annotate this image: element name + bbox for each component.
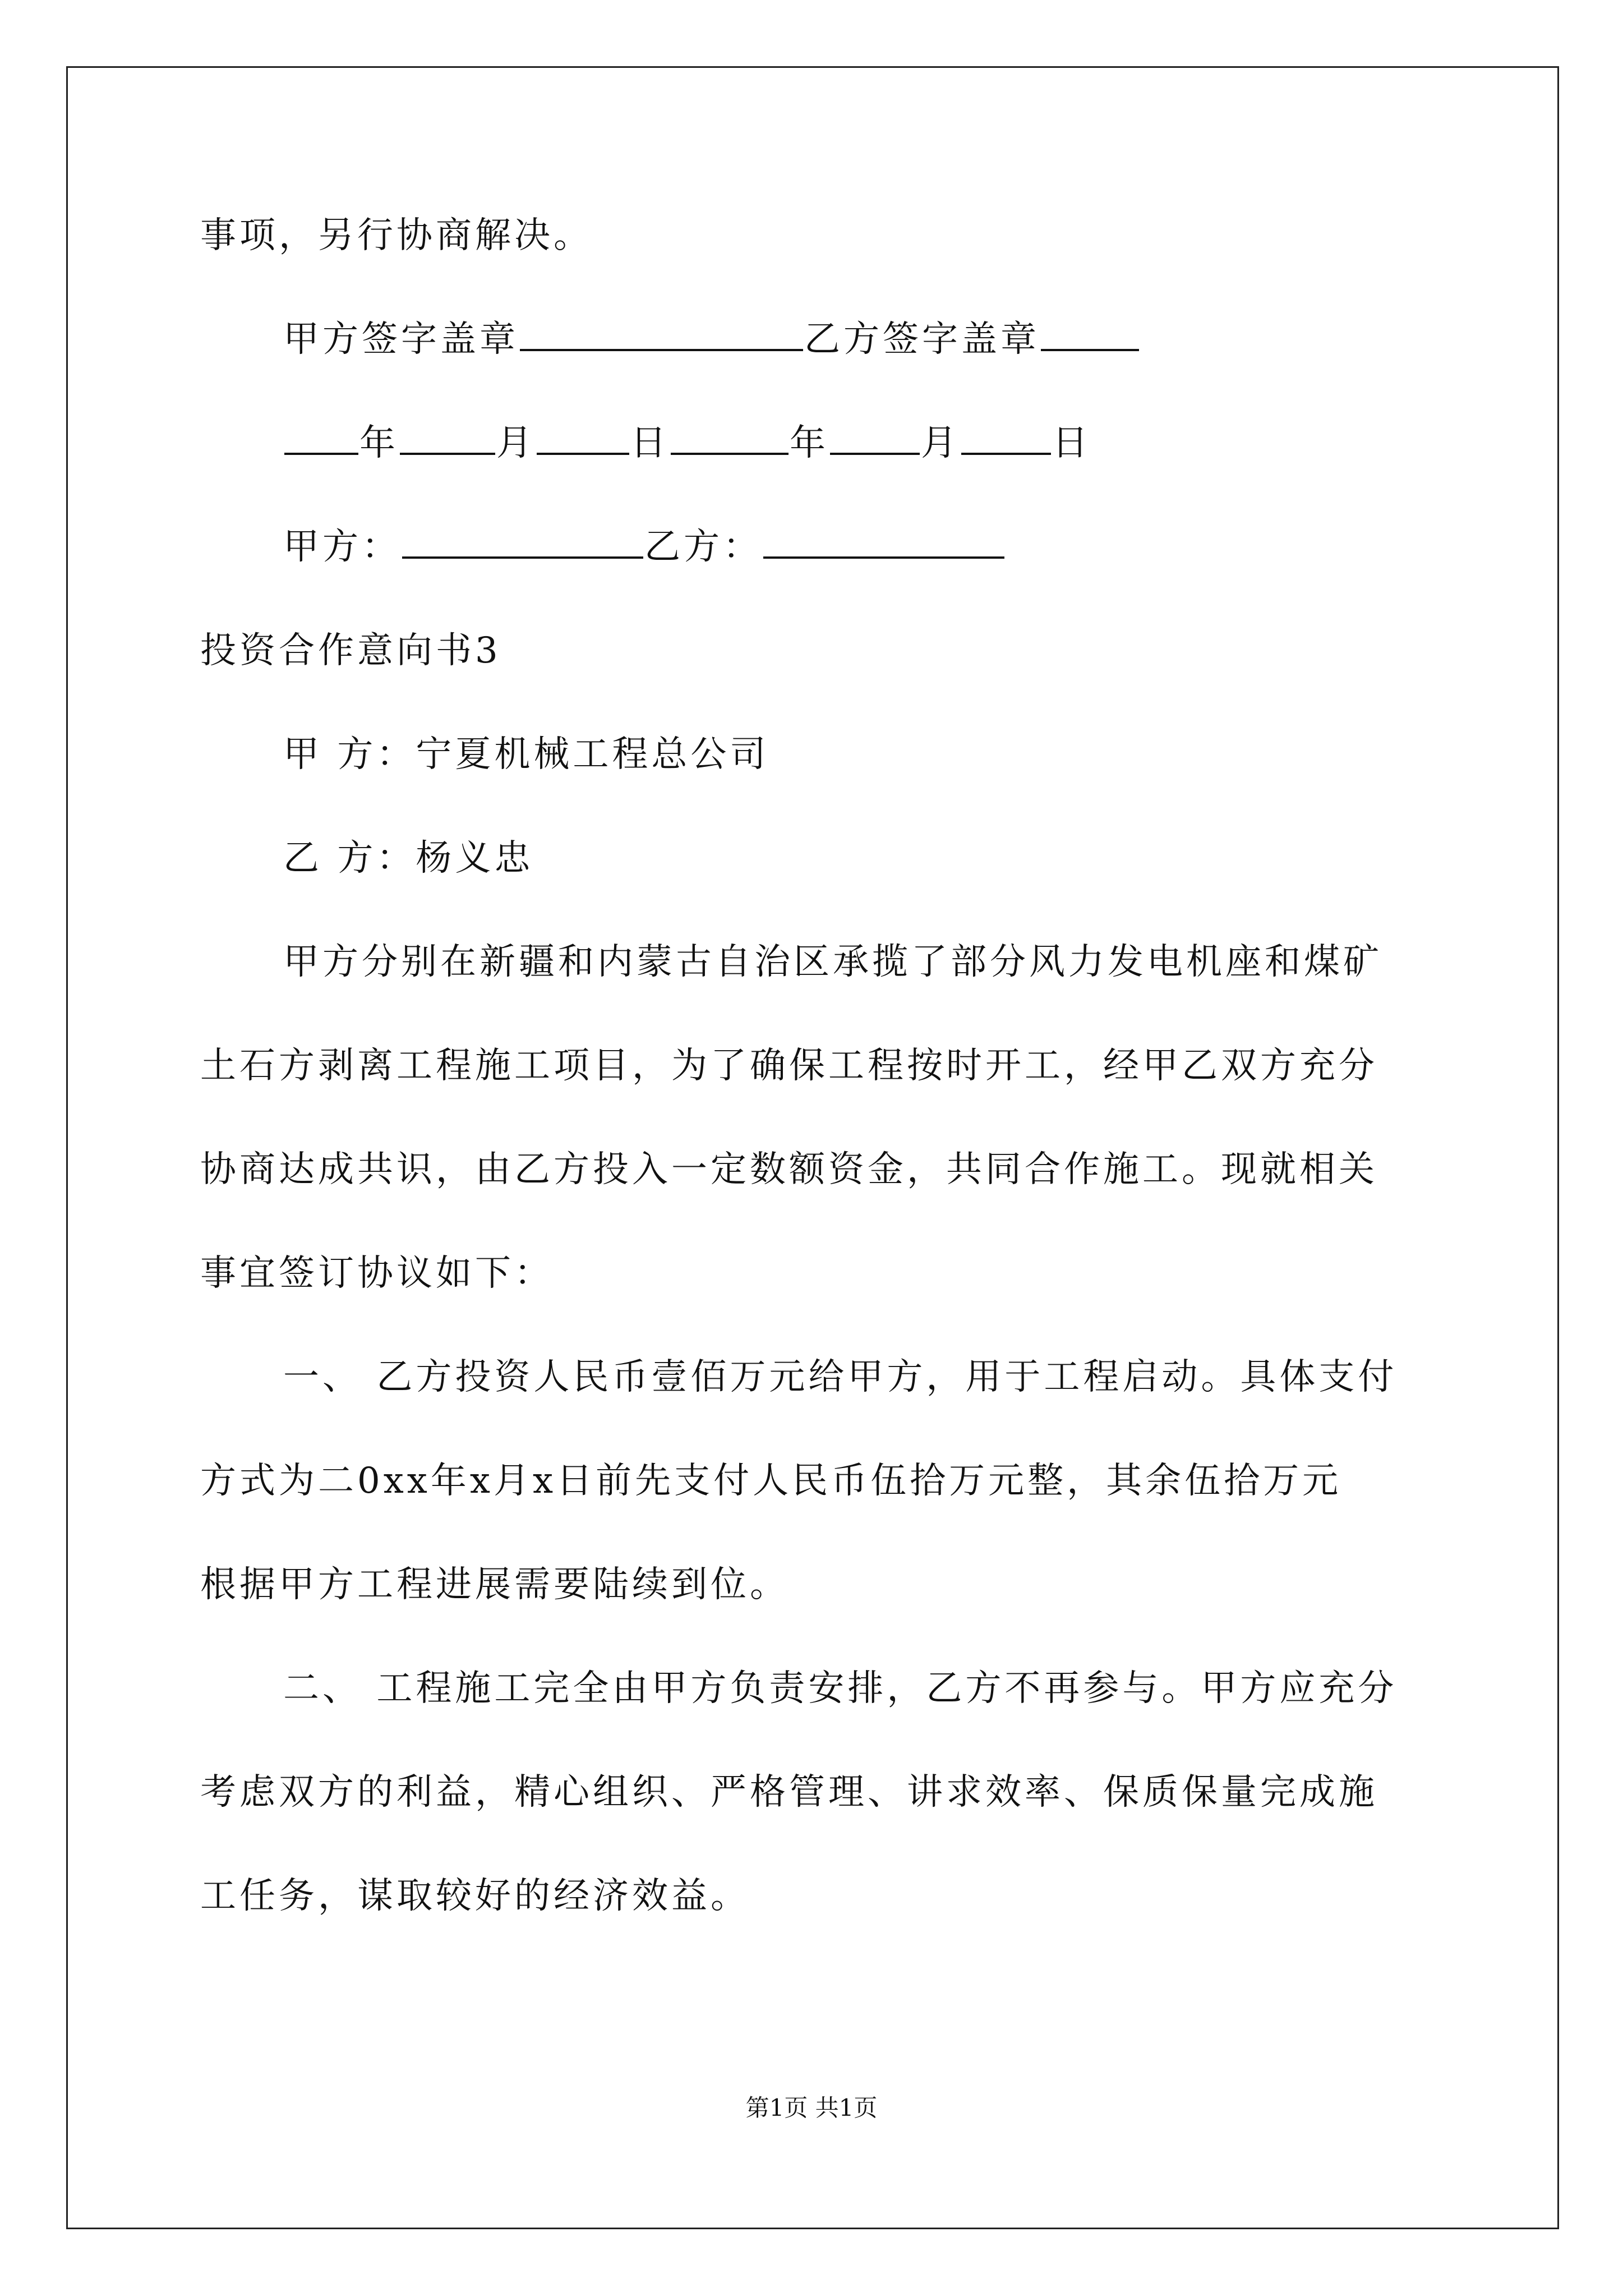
clause-two-line: 考虑双方的利益，精心组织、严格管理、讲求效率、保质保量完成施 (200, 1772, 1378, 1813)
clause-one-line: 一、 乙方投资人民币壹佰万元给甲方，用于工程启动。具体支付 (283, 1356, 1398, 1398)
clause-one-line: 根据甲方工程进展需要陆续到位。 (200, 1564, 789, 1605)
party-b-sign-blank (1041, 320, 1139, 351)
party-a-sign-blank (520, 320, 803, 351)
party-a-sign-label: 甲方签字盖章 (283, 319, 519, 360)
party-line (283, 522, 1006, 572)
month-blank (400, 424, 495, 455)
section-title: 投资合作意向书3 (200, 630, 501, 671)
party-b-blank (763, 527, 1004, 559)
day-label: 日 (630, 422, 670, 464)
party-a-label: 甲方： (283, 526, 401, 568)
paragraph-line: 协商达成共识，由乙方投入一定数额资金，共同合作施工。现就相关 (200, 1149, 1378, 1190)
paragraph-line: 甲方分别在新疆和内蒙古自治区承揽了部分风力发电机座和煤矿 (283, 941, 1382, 983)
year-blank-2 (671, 424, 789, 455)
month-label-2: 月 (921, 422, 960, 464)
month-label: 月 (496, 422, 536, 464)
paragraph-line: 土石方剥离工程施工项目，为了确保工程按时开工，经甲乙双方充分 (200, 1045, 1378, 1087)
clause-two-line: 工任务，谋取较好的经济效益。 (200, 1875, 750, 1917)
day-blank-2 (961, 424, 1051, 455)
year-label: 年 (359, 422, 399, 464)
signature-line (283, 314, 1140, 365)
day-blank (537, 424, 629, 455)
party-b-sign-label: 乙方签字盖章 (804, 319, 1040, 360)
party-b-label: 乙方： (644, 526, 762, 568)
party-a-blank (402, 527, 643, 559)
party-a-name: 甲 方：宁夏机械工程总公司 (283, 734, 769, 775)
party-b-name: 乙 方：杨义忠 (283, 838, 534, 879)
paragraph-line: 事宜签订协议如下： (200, 1253, 554, 1294)
clause-one-line: 方式为二0xx年x月x日前先支付人民币伍拾万元整，其余伍拾万元 (200, 1460, 1342, 1502)
year-blank (284, 424, 358, 455)
day-label-2: 日 (1052, 422, 1091, 464)
paragraph-line: 事项，另行协商解决。 (200, 215, 593, 256)
page-footer: 第1页 共1页 (745, 2094, 878, 2122)
clause-two-line: 二、 工程施工完全由甲方负责安排，乙方不再参与。甲方应充分 (283, 1668, 1398, 1709)
month-blank-2 (830, 424, 920, 455)
year-label-2: 年 (790, 422, 829, 464)
date-line (283, 418, 1091, 468)
